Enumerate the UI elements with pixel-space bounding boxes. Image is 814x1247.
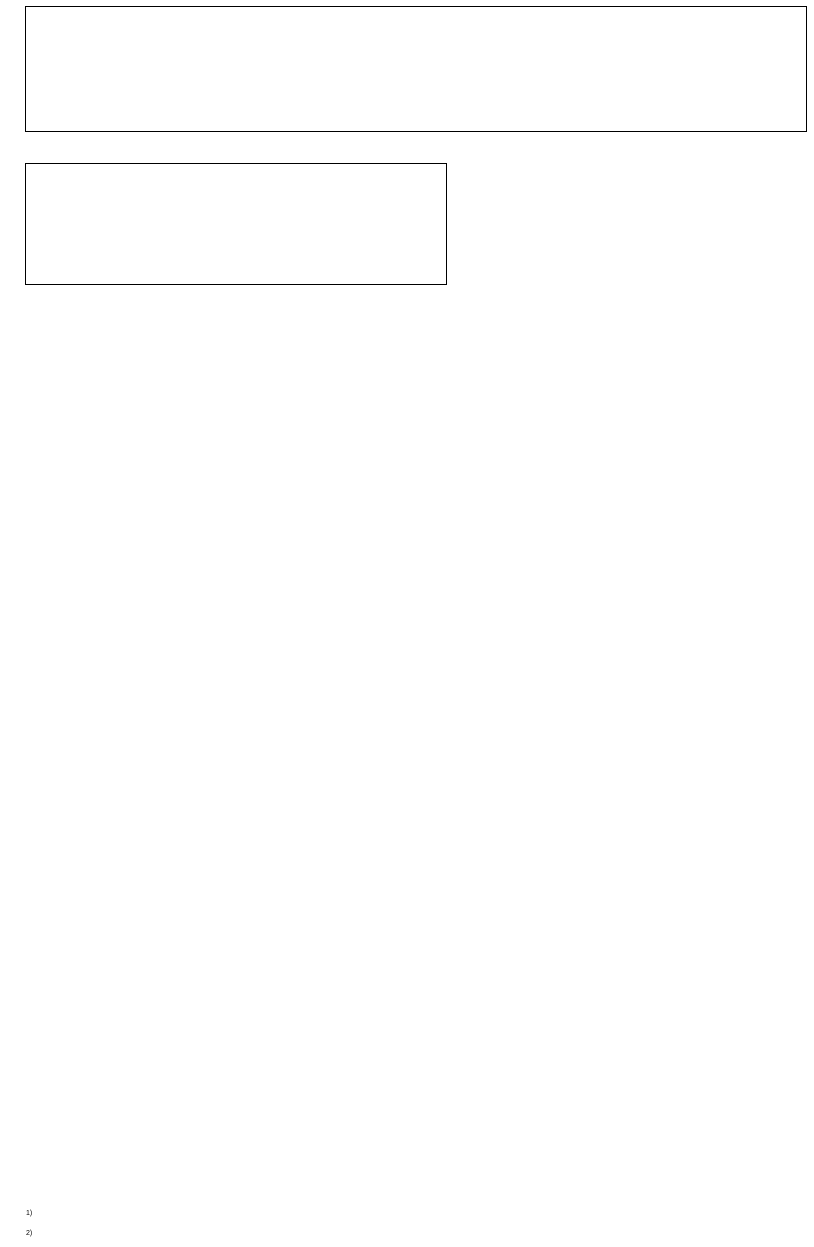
footnote-1: 1): [26, 1210, 33, 1217]
project-header: [25, 6, 807, 132]
footnote-2: 2): [26, 1230, 33, 1237]
laajuus-table: [25, 163, 447, 285]
watermark: [167, 247, 752, 793]
